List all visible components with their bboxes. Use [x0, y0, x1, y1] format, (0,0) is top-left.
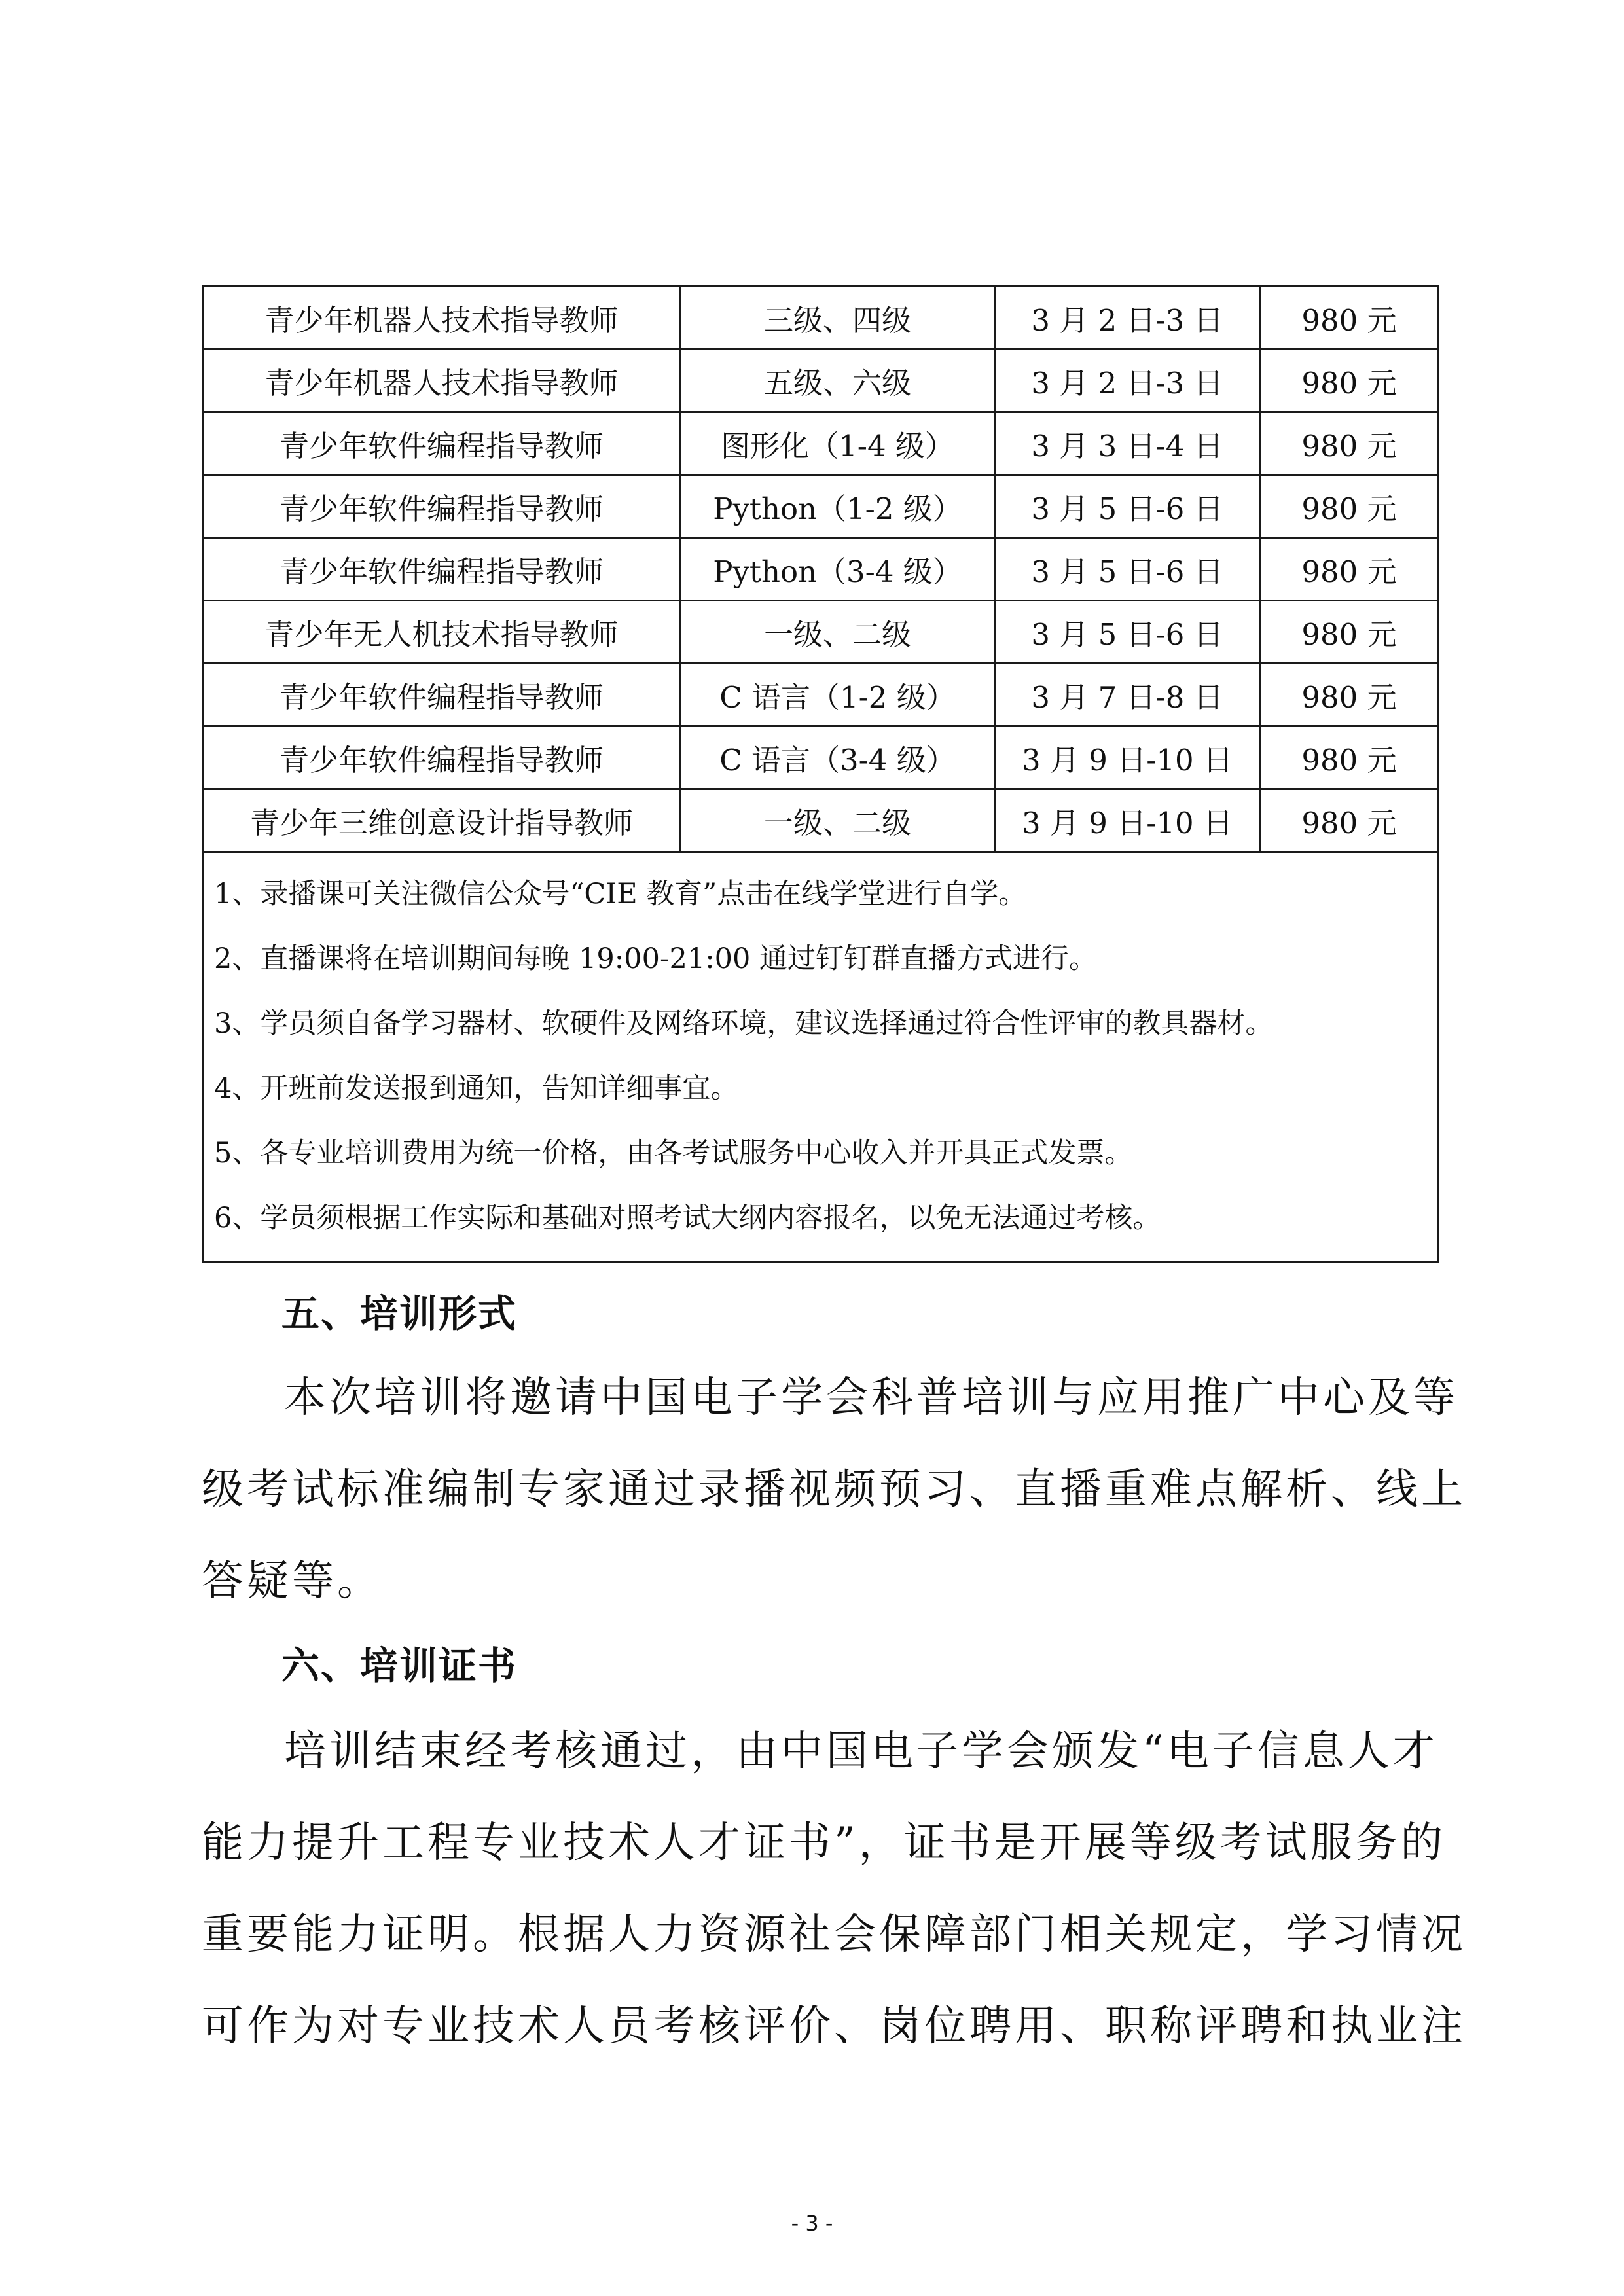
fee-cell: 980 元 [1260, 726, 1439, 789]
note-item: 5、各专业培训费用为统一价格，由各考试服务中心收入并开具正式发票。 [214, 1137, 1133, 1170]
course-name-cell: 青少年软件编程指导教师 [203, 664, 681, 726]
paragraph-line: 级考试标准编制专家通过录播视频预习、直播重难点解析、线上 [202, 1465, 1466, 1514]
training-schedule-table [202, 285, 1439, 1263]
course-name-cell: 青少年软件编程指导教师 [203, 412, 681, 475]
date-cell: 3 月 7 日-8 日 [995, 664, 1260, 726]
date-cell: 3 月 5 日-6 日 [995, 538, 1260, 601]
level-cell: Python（3-4 级） [681, 538, 995, 601]
table-row [203, 475, 1439, 538]
fee-cell: 980 元 [1260, 789, 1439, 852]
paragraph-line: 培训结束经考核通过，由中国电子学会颁发“电子信息人才 [284, 1727, 1438, 1776]
course-name-cell: 青少年软件编程指导教师 [203, 538, 681, 601]
course-name-cell: 青少年三维创意设计指导教师 [203, 789, 681, 852]
section-heading-training-format: 五、培训形式 [281, 1291, 518, 1336]
table-row [203, 538, 1439, 601]
table-row [203, 287, 1439, 350]
note-item: 6、学员须根据工作实际和基础对照考试大纲内容报名，以免无法通过考核。 [214, 1202, 1161, 1234]
paragraph-line: 能力提升工程专业技术人才证书”，证书是开展等级考试服务的 [202, 1819, 1446, 1867]
level-cell: C 语言（3-4 级） [681, 726, 995, 789]
level-cell: 五级、六级 [681, 350, 995, 412]
table-row [203, 601, 1439, 664]
page-number: - 3 - [791, 2211, 833, 2236]
level-cell: 三级、四级 [681, 287, 995, 350]
date-cell: 3 月 2 日-3 日 [995, 287, 1260, 350]
table-row [203, 789, 1439, 852]
table-row [203, 726, 1439, 789]
note-item: 3、学员须自备学习器材、软硬件及网络环境，建议选择通过符合性评审的教具器材。 [214, 1007, 1274, 1040]
date-cell: 3 月 5 日-6 日 [995, 601, 1260, 664]
course-name-cell: 青少年无人机技术指导教师 [203, 601, 681, 664]
paragraph-line: 可作为对专业技术人员考核评价、岗位聘用、职称评聘和执业注 [202, 2002, 1466, 2051]
level-cell: 一级、二级 [681, 789, 995, 852]
note-item: 1、录播课可关注微信公众号“CIE 教育”点击在线学堂进行自学。 [214, 878, 1027, 910]
level-cell: 图形化（1-4 级） [681, 412, 995, 475]
course-name-cell: 青少年软件编程指导教师 [203, 475, 681, 538]
section-paragraph-training-certificate [202, 1706, 1466, 2072]
fee-cell: 980 元 [1260, 475, 1439, 538]
fee-cell: 980 元 [1260, 601, 1439, 664]
course-name-cell: 青少年机器人技术指导教师 [203, 350, 681, 412]
paragraph-line: 答疑等。 [202, 1557, 382, 1605]
level-cell: Python（1-2 级） [681, 475, 995, 538]
note-item: 2、直播课将在培训期间每晚 19:00-21:00 通过钉钉群直播方式进行。 [214, 942, 1098, 975]
table-body [203, 287, 1439, 1263]
table-row [203, 412, 1439, 475]
level-cell: C 语言（1-2 级） [681, 664, 995, 726]
fee-cell: 980 元 [1260, 664, 1439, 726]
fee-cell: 980 元 [1260, 538, 1439, 601]
fee-cell: 980 元 [1260, 350, 1439, 412]
paragraph-line: 本次培训将邀请中国电子学会科普培训与应用推广中心及等 [284, 1374, 1458, 1422]
date-cell: 3 月 9 日-10 日 [995, 726, 1260, 789]
level-cell: 一级、二级 [681, 601, 995, 664]
notes-row [203, 852, 1439, 1263]
fee-cell: 980 元 [1260, 287, 1439, 350]
date-cell: 3 月 2 日-3 日 [995, 350, 1260, 412]
table-row [203, 350, 1439, 412]
course-name-cell: 青少年机器人技术指导教师 [203, 287, 681, 350]
section-heading-training-certificate: 六、培训证书 [281, 1643, 518, 1688]
paragraph-line: 重要能力证明。根据人力资源社会保障部门相关规定，学习情况 [202, 1910, 1466, 1959]
course-name-cell: 青少年软件编程指导教师 [203, 726, 681, 789]
date-cell: 3 月 5 日-6 日 [995, 475, 1260, 538]
section-paragraph-training-format [202, 1352, 1466, 1627]
fee-cell: 980 元 [1260, 412, 1439, 475]
date-cell: 3 月 3 日-4 日 [995, 412, 1260, 475]
note-item: 4、开班前发送报到通知，告知详细事宜。 [214, 1072, 739, 1105]
date-cell: 3 月 9 日-10 日 [995, 789, 1260, 852]
table-row [203, 664, 1439, 726]
notes-cell [203, 852, 1439, 1263]
